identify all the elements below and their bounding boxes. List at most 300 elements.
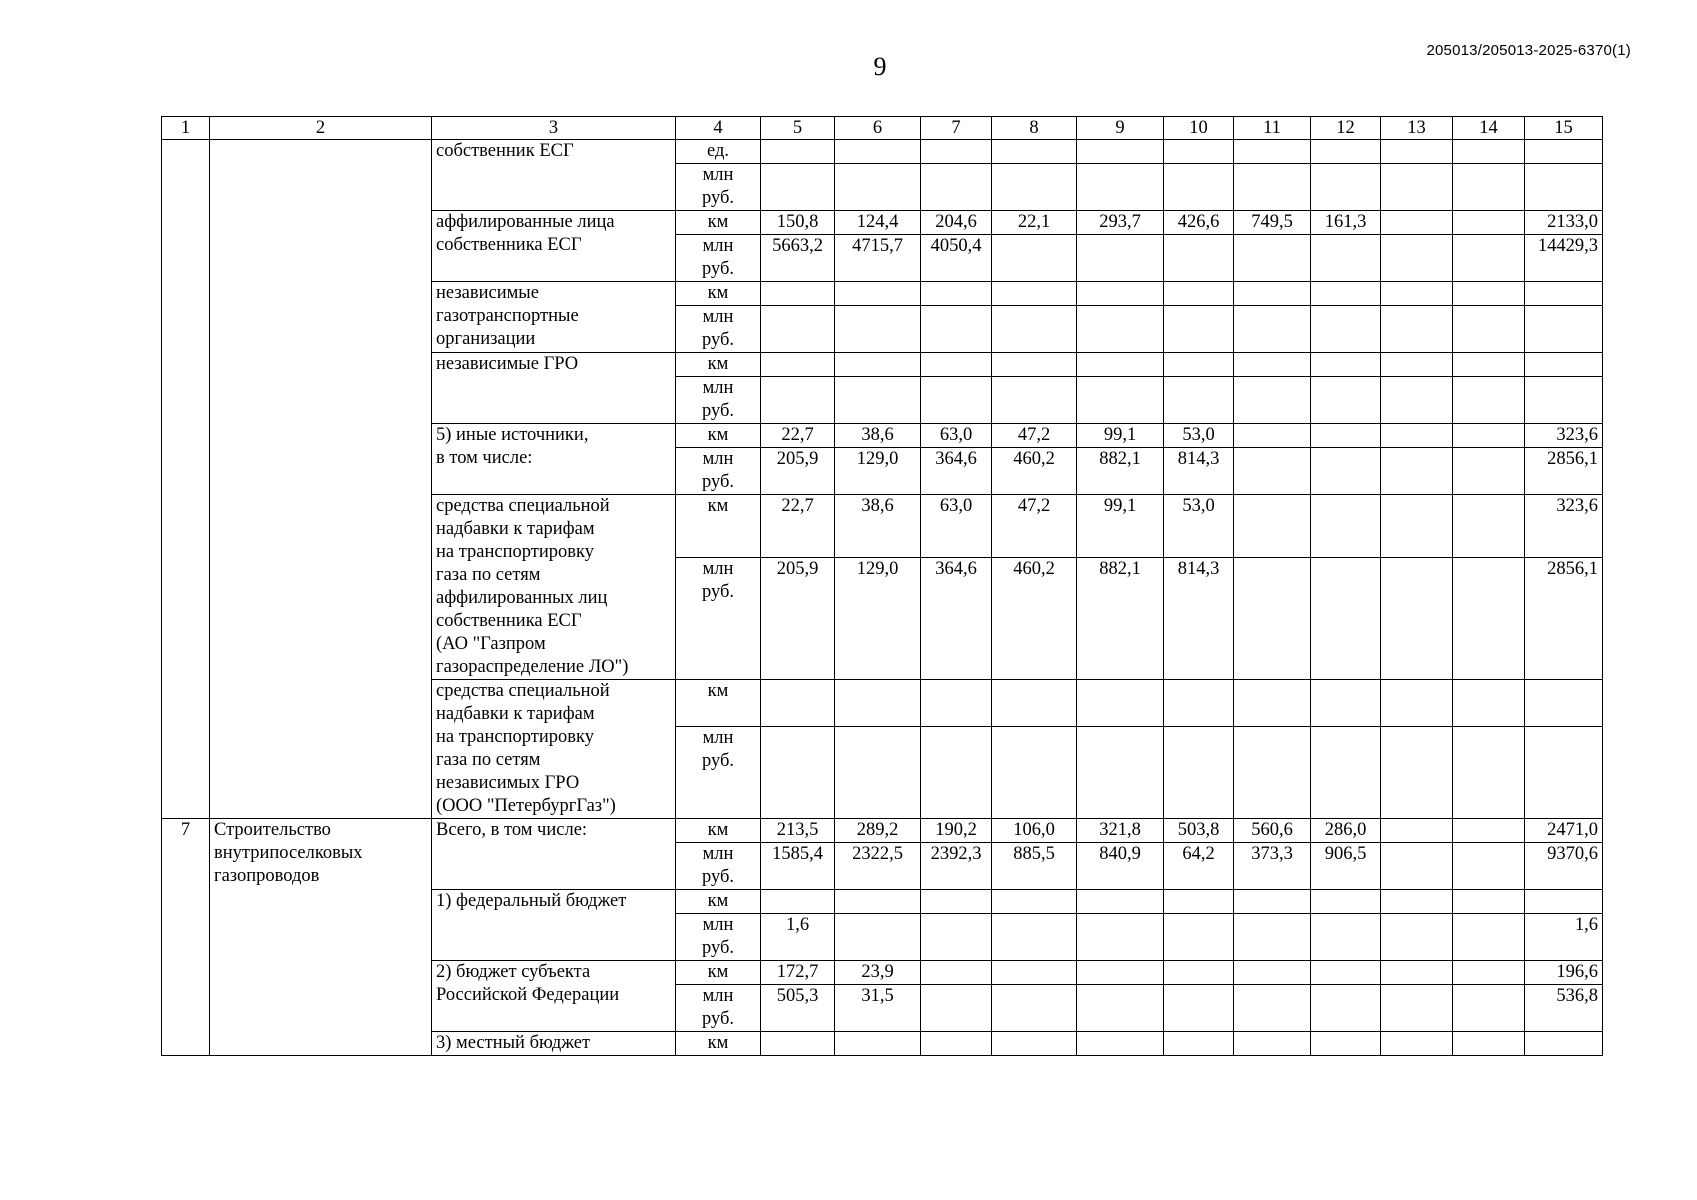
value-cell: [1381, 306, 1453, 353]
unit-cell: [676, 961, 761, 985]
value-cell: [1234, 680, 1311, 727]
unit-cell: [676, 680, 761, 727]
value-cell: 22,1: [992, 211, 1077, 235]
value-cell: [921, 961, 992, 985]
value-cell: 53,0: [1164, 495, 1234, 558]
value-cell: 172,7: [761, 961, 835, 985]
value-cell: [1381, 282, 1453, 306]
source-label-line: собственник ЕСГ: [436, 141, 574, 161]
unit-cell: [676, 353, 761, 377]
value-cell: [1234, 890, 1311, 914]
value-cell: [761, 726, 835, 818]
value-cell: 64,2: [1164, 843, 1234, 890]
value-cell: 2133,0: [1525, 211, 1603, 235]
value-cell: 213,5: [761, 819, 835, 843]
value-cell: 289,2: [835, 819, 921, 843]
value-cell: [1453, 164, 1525, 211]
source-label-line: независимые: [436, 283, 539, 303]
source-label-line: (АО "Газпром: [436, 634, 546, 654]
unit-cell: [676, 377, 761, 424]
value-cell: [761, 890, 835, 914]
source-label-line: независимых ГРО: [436, 773, 580, 793]
unit-label: км: [707, 681, 729, 701]
value-cell: [1525, 726, 1603, 818]
value-cell: [1234, 282, 1311, 306]
column-header: 7: [921, 117, 992, 140]
value-cell: [1234, 985, 1311, 1032]
source-label-line: средства специальной: [436, 681, 610, 701]
unit-label: руб.: [701, 401, 735, 421]
value-cell: 1585,4: [761, 843, 835, 890]
value-cell: [921, 377, 992, 424]
source-label-line: независимые ГРО: [436, 354, 579, 374]
value-cell: [835, 914, 921, 961]
source-label-line: Российской Федерации: [436, 985, 620, 1005]
unit-label: млн: [702, 307, 734, 327]
value-cell: 38,6: [835, 424, 921, 448]
value-cell: [992, 914, 1077, 961]
value-cell: [992, 235, 1077, 282]
source-label: [432, 961, 676, 1032]
value-cell: [1525, 306, 1603, 353]
value-cell: [1381, 424, 1453, 448]
source-label-line: газотранспортные: [436, 306, 579, 326]
value-cell: [1311, 306, 1381, 353]
value-cell: 4050,4: [921, 235, 992, 282]
value-cell: [1234, 557, 1311, 679]
unit-label: км: [707, 283, 729, 303]
value-cell: 1,6: [761, 914, 835, 961]
value-cell: [1164, 680, 1234, 727]
value-cell: [1311, 235, 1381, 282]
value-cell: [1381, 140, 1453, 164]
value-cell: 124,4: [835, 211, 921, 235]
value-cell: [835, 140, 921, 164]
value-cell: 63,0: [921, 495, 992, 558]
unit-label: км: [707, 1033, 729, 1053]
table-row: [162, 140, 1603, 164]
value-cell: [1164, 164, 1234, 211]
source-label-line: Всего, в том числе:: [436, 820, 588, 840]
value-cell: [992, 164, 1077, 211]
value-cell: 460,2: [992, 557, 1077, 679]
value-cell: [1525, 282, 1603, 306]
value-cell: [1234, 164, 1311, 211]
value-cell: [921, 680, 992, 727]
page-number: 9: [873, 52, 887, 81]
value-cell: 906,5: [1311, 843, 1381, 890]
value-cell: [1525, 164, 1603, 211]
value-cell: [1311, 424, 1381, 448]
value-cell: [1525, 1032, 1603, 1056]
value-cell: 536,8: [1525, 985, 1603, 1032]
unit-cell: [676, 1032, 761, 1056]
value-cell: 63,0: [921, 424, 992, 448]
value-cell: [1234, 961, 1311, 985]
value-cell: [1234, 424, 1311, 448]
unit-label: ед.: [706, 141, 729, 161]
unit-cell: [676, 985, 761, 1032]
value-cell: 14429,3: [1525, 235, 1603, 282]
value-cell: [835, 680, 921, 727]
value-cell: [1311, 961, 1381, 985]
source-label: [432, 211, 676, 282]
value-cell: 2392,3: [921, 843, 992, 890]
value-cell: [1453, 961, 1525, 985]
column-header: 13: [1381, 117, 1453, 140]
value-cell: [992, 680, 1077, 727]
source-label: [432, 680, 676, 819]
value-cell: [1453, 914, 1525, 961]
source-label-line: надбавки к тарифам: [436, 704, 595, 724]
unit-label: руб.: [701, 867, 735, 887]
unit-cell: [676, 914, 761, 961]
value-cell: [1234, 377, 1311, 424]
value-cell: [1311, 914, 1381, 961]
unit-cell: [676, 890, 761, 914]
value-cell: 99,1: [1077, 424, 1164, 448]
value-cell: [1381, 890, 1453, 914]
unit-cell: [676, 164, 761, 211]
unit-label: руб.: [701, 938, 735, 958]
value-cell: [1381, 448, 1453, 495]
value-cell: [1234, 306, 1311, 353]
value-cell: 882,1: [1077, 557, 1164, 679]
value-cell: 38,6: [835, 495, 921, 558]
value-cell: [1164, 726, 1234, 818]
value-cell: 426,6: [1164, 211, 1234, 235]
column-header: 12: [1311, 117, 1381, 140]
value-cell: [1525, 890, 1603, 914]
unit-label: км: [707, 962, 729, 982]
value-cell: [992, 890, 1077, 914]
value-cell: [1453, 726, 1525, 818]
value-cell: [1234, 140, 1311, 164]
value-cell: [1311, 1032, 1381, 1056]
value-cell: 190,2: [921, 819, 992, 843]
unit-label: км: [707, 820, 729, 840]
value-cell: [1381, 377, 1453, 424]
value-cell: 286,0: [1311, 819, 1381, 843]
value-cell: [1381, 557, 1453, 679]
value-cell: 505,3: [761, 985, 835, 1032]
value-cell: 323,6: [1525, 424, 1603, 448]
value-cell: 47,2: [992, 495, 1077, 558]
value-cell: [1164, 306, 1234, 353]
value-cell: [1164, 353, 1234, 377]
value-cell: [1381, 726, 1453, 818]
source-label-line: 2) бюджет субъекта: [436, 962, 591, 982]
value-cell: 2856,1: [1525, 557, 1603, 679]
table-row: [162, 819, 1603, 843]
unit-cell: [676, 306, 761, 353]
value-cell: 882,1: [1077, 448, 1164, 495]
column-header: 15: [1525, 117, 1603, 140]
value-cell: [1311, 448, 1381, 495]
unit-cell: [676, 424, 761, 448]
value-cell: [1453, 353, 1525, 377]
column-header: 9: [1077, 117, 1164, 140]
source-label-line: (ООО "ПетербургГаз"): [436, 796, 616, 816]
value-cell: [921, 890, 992, 914]
value-cell: [1381, 961, 1453, 985]
value-cell: [921, 282, 992, 306]
header-row: [162, 117, 1603, 140]
value-cell: [761, 353, 835, 377]
source-label-line: в том числе:: [436, 448, 533, 468]
value-cell: [1077, 726, 1164, 818]
item-name-cell: [210, 140, 432, 819]
unit-label: руб.: [701, 1009, 735, 1029]
column-header: 14: [1453, 117, 1525, 140]
value-cell: 22,7: [761, 424, 835, 448]
value-cell: [761, 164, 835, 211]
value-cell: [992, 985, 1077, 1032]
unit-label: руб.: [701, 259, 735, 279]
value-cell: 460,2: [992, 448, 1077, 495]
value-cell: [835, 353, 921, 377]
value-cell: [1453, 424, 1525, 448]
value-cell: [835, 1032, 921, 1056]
value-cell: 196,6: [1525, 961, 1603, 985]
source-label-line: надбавки к тарифам: [436, 519, 595, 539]
unit-cell: [676, 140, 761, 164]
unit-label: руб.: [701, 750, 735, 771]
value-cell: 364,6: [921, 557, 992, 679]
value-cell: [1381, 819, 1453, 843]
value-cell: 885,5: [992, 843, 1077, 890]
value-cell: [1077, 140, 1164, 164]
value-cell: [1525, 680, 1603, 727]
column-header: 4: [676, 117, 761, 140]
value-cell: [1381, 1032, 1453, 1056]
value-cell: [921, 306, 992, 353]
value-cell: [1077, 282, 1164, 306]
value-cell: [1234, 1032, 1311, 1056]
source-label-line: организации: [436, 329, 536, 349]
item-name-cell: [210, 819, 432, 1056]
item-name-line: внутрипоселковых: [214, 843, 363, 863]
value-cell: [1164, 985, 1234, 1032]
value-cell: [1381, 353, 1453, 377]
value-cell: [1234, 495, 1311, 558]
value-cell: 4715,7: [835, 235, 921, 282]
value-cell: [1453, 557, 1525, 679]
source-label-line: собственника ЕСГ: [436, 235, 582, 255]
value-cell: [992, 306, 1077, 353]
value-cell: [1453, 680, 1525, 727]
unit-cell: [676, 211, 761, 235]
unit-cell: [676, 235, 761, 282]
value-cell: [1311, 353, 1381, 377]
value-cell: [761, 282, 835, 306]
value-cell: [1311, 282, 1381, 306]
unit-cell: [676, 448, 761, 495]
value-cell: [921, 914, 992, 961]
value-cell: [1077, 961, 1164, 985]
value-cell: [1525, 140, 1603, 164]
value-cell: [1453, 282, 1525, 306]
value-cell: [835, 726, 921, 818]
unit-label: км: [707, 496, 729, 516]
source-label-line: газа по сетям: [436, 750, 541, 770]
source-label: [432, 424, 676, 495]
value-cell: [835, 377, 921, 424]
source-label: [432, 890, 676, 961]
value-cell: [1311, 140, 1381, 164]
value-cell: [1453, 140, 1525, 164]
source-label: [432, 1032, 676, 1056]
value-cell: 814,3: [1164, 448, 1234, 495]
value-cell: [1164, 377, 1234, 424]
unit-label: млн: [702, 986, 734, 1006]
value-cell: [1311, 985, 1381, 1032]
value-cell: [1077, 680, 1164, 727]
value-cell: [1164, 140, 1234, 164]
value-cell: [1077, 914, 1164, 961]
value-cell: [1164, 961, 1234, 985]
source-label-line: газа по сетям: [436, 565, 541, 585]
value-cell: 204,6: [921, 211, 992, 235]
value-cell: [1453, 843, 1525, 890]
value-cell: [835, 164, 921, 211]
unit-label: руб.: [701, 472, 735, 492]
value-cell: [1381, 495, 1453, 558]
value-cell: [1381, 211, 1453, 235]
source-label-line: средства специальной: [436, 496, 610, 516]
value-cell: [1525, 353, 1603, 377]
value-cell: [1381, 680, 1453, 727]
value-cell: [921, 1032, 992, 1056]
value-cell: [1525, 377, 1603, 424]
value-cell: [1164, 914, 1234, 961]
unit-label: млн: [702, 236, 734, 256]
value-cell: 2856,1: [1525, 448, 1603, 495]
value-cell: 205,9: [761, 448, 835, 495]
value-cell: [1077, 985, 1164, 1032]
value-cell: [921, 164, 992, 211]
unit-label: млн: [702, 378, 734, 398]
value-cell: [1453, 235, 1525, 282]
value-cell: [1453, 1032, 1525, 1056]
item-name-line: газопроводов: [214, 866, 320, 886]
unit-label: руб.: [701, 330, 735, 350]
value-cell: [1453, 306, 1525, 353]
value-cell: [1311, 377, 1381, 424]
value-cell: 323,6: [1525, 495, 1603, 558]
source-label-line: 1) федеральный бюджет: [436, 891, 627, 911]
unit-label: млн: [702, 558, 734, 579]
item-name-line: Строительство: [214, 820, 331, 840]
column-header: 1: [162, 117, 210, 140]
source-label: [432, 282, 676, 353]
value-cell: [761, 680, 835, 727]
item-number-cell: 7: [162, 819, 210, 1056]
value-cell: 503,8: [1164, 819, 1234, 843]
document-id: 205013/205013-2025-6370(1): [1426, 42, 1631, 59]
value-cell: [1164, 890, 1234, 914]
value-cell: [1381, 164, 1453, 211]
value-cell: [992, 1032, 1077, 1056]
value-cell: 364,6: [921, 448, 992, 495]
value-cell: 99,1: [1077, 495, 1164, 558]
unit-cell: [676, 843, 761, 890]
source-label: [432, 495, 676, 680]
unit-label: км: [707, 212, 729, 232]
source-label: [432, 353, 676, 424]
value-cell: [921, 726, 992, 818]
value-cell: [1077, 235, 1164, 282]
value-cell: [1311, 680, 1381, 727]
value-cell: 47,2: [992, 424, 1077, 448]
value-cell: [992, 353, 1077, 377]
value-cell: [761, 377, 835, 424]
value-cell: 373,3: [1234, 843, 1311, 890]
value-cell: [1311, 557, 1381, 679]
value-cell: [1164, 1032, 1234, 1056]
column-header: 11: [1234, 117, 1311, 140]
value-cell: [1234, 914, 1311, 961]
source-label-line: 3) местный бюджет: [436, 1033, 591, 1053]
value-cell: [1311, 890, 1381, 914]
unit-cell: [676, 726, 761, 818]
value-cell: [992, 961, 1077, 985]
source-label-line: на транспортировку: [436, 542, 594, 562]
value-cell: [1234, 726, 1311, 818]
value-cell: [1381, 985, 1453, 1032]
value-cell: [921, 985, 992, 1032]
value-cell: [835, 306, 921, 353]
value-cell: [992, 282, 1077, 306]
value-cell: [1077, 306, 1164, 353]
value-cell: [992, 377, 1077, 424]
value-cell: [1453, 448, 1525, 495]
value-cell: 205,9: [761, 557, 835, 679]
value-cell: 22,7: [761, 495, 835, 558]
source-label-line: аффилированные лица: [436, 212, 615, 232]
value-cell: [1234, 235, 1311, 282]
value-cell: [1164, 235, 1234, 282]
column-header: 6: [835, 117, 921, 140]
value-cell: [1453, 211, 1525, 235]
value-cell: [1453, 495, 1525, 558]
value-cell: 2471,0: [1525, 819, 1603, 843]
value-cell: [992, 726, 1077, 818]
value-cell: 9370,6: [1525, 843, 1603, 890]
column-header: 3: [432, 117, 676, 140]
unit-cell: [676, 282, 761, 306]
unit-label: руб.: [701, 581, 735, 602]
value-cell: [1453, 819, 1525, 843]
value-cell: 53,0: [1164, 424, 1234, 448]
unit-label: млн: [702, 727, 734, 748]
value-cell: 23,9: [835, 961, 921, 985]
value-cell: [1077, 377, 1164, 424]
value-cell: [1453, 377, 1525, 424]
value-cell: [1234, 448, 1311, 495]
unit-cell: [676, 819, 761, 843]
value-cell: [1077, 890, 1164, 914]
data-table: [161, 116, 1603, 1056]
source-label: [432, 140, 676, 211]
value-cell: 2322,5: [835, 843, 921, 890]
value-cell: [761, 1032, 835, 1056]
value-cell: [1311, 164, 1381, 211]
value-cell: [992, 140, 1077, 164]
unit-label: млн: [702, 449, 734, 469]
source-label-line: 5) иные источники,: [436, 425, 589, 445]
value-cell: 1,6: [1525, 914, 1603, 961]
